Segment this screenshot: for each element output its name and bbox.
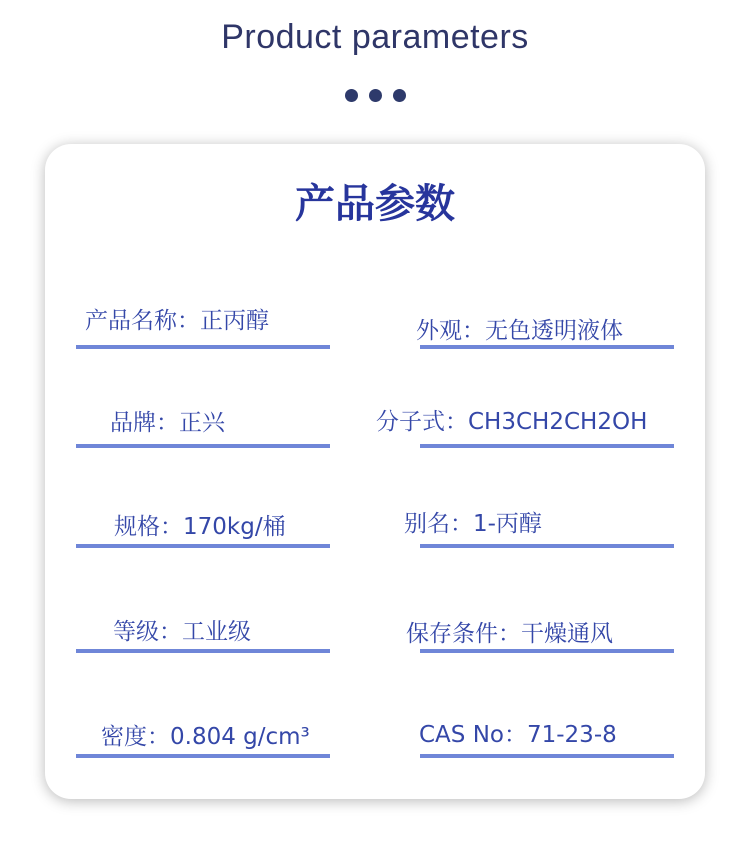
dot-icon — [345, 89, 358, 102]
field-label: 产品名称 — [85, 308, 177, 334]
field-underline — [76, 754, 330, 758]
field-underline — [76, 544, 330, 548]
field-underline — [420, 345, 674, 349]
field-value: 无色透明液体 — [485, 318, 623, 344]
field-label: 等级 — [113, 619, 159, 645]
card-title: 产品参数 — [295, 181, 455, 227]
field-underline — [76, 345, 330, 349]
field-label: 别名 — [404, 511, 450, 537]
field-separator: ： — [156, 410, 179, 436]
field-alias — [404, 505, 542, 538]
field-storage — [406, 615, 613, 648]
field-underline — [420, 444, 674, 448]
field-value: 1-丙醇 — [473, 511, 542, 537]
field-grade — [113, 613, 251, 646]
field-brand — [110, 404, 225, 437]
field-underline — [76, 444, 330, 448]
field-label: 保存条件 — [406, 621, 498, 647]
field-separator: ： — [498, 621, 521, 647]
field-underline — [420, 649, 674, 653]
field-value: 170kg/桶 — [183, 514, 286, 540]
field-underline — [420, 544, 674, 548]
field-value: 正兴 — [179, 410, 225, 436]
dot-icon — [393, 89, 406, 102]
field-product-name — [85, 302, 269, 335]
field-separator: ： — [160, 514, 183, 540]
dots-divider — [0, 89, 750, 102]
field-label: 外观 — [416, 318, 462, 344]
field-label: CAS No — [419, 722, 504, 748]
field-underline — [76, 649, 330, 653]
field-value: 工业级 — [182, 619, 251, 645]
field-separator: ： — [450, 511, 473, 537]
field-value: 0.804 g/cm³ — [170, 724, 310, 750]
field-value: 71-23-8 — [526, 722, 617, 748]
field-separator: ： — [147, 724, 170, 750]
field-density — [101, 718, 310, 751]
field-underline — [420, 754, 674, 758]
field-value: 正丙醇 — [200, 308, 269, 334]
field-label: 品牌 — [110, 410, 156, 436]
dot-icon — [369, 89, 382, 102]
page-title: Product parameters — [221, 18, 529, 56]
parameters-card — [45, 144, 705, 799]
field-separator: ： — [445, 409, 468, 435]
field-label: 分子式 — [376, 409, 445, 435]
field-separator: ： — [462, 318, 485, 344]
field-separator: ： — [159, 619, 182, 645]
field-value: 干燥通风 — [521, 621, 613, 647]
field-appearance — [416, 312, 623, 345]
field-value: CH3CH2CH2OH — [468, 409, 648, 435]
field-formula — [376, 403, 647, 436]
field-cas-no — [419, 716, 617, 749]
field-label: 密度 — [101, 724, 147, 750]
field-separator: ： — [177, 308, 200, 334]
field-spec — [114, 508, 286, 541]
field-separator: ： — [503, 722, 527, 748]
field-label: 规格 — [114, 514, 160, 540]
